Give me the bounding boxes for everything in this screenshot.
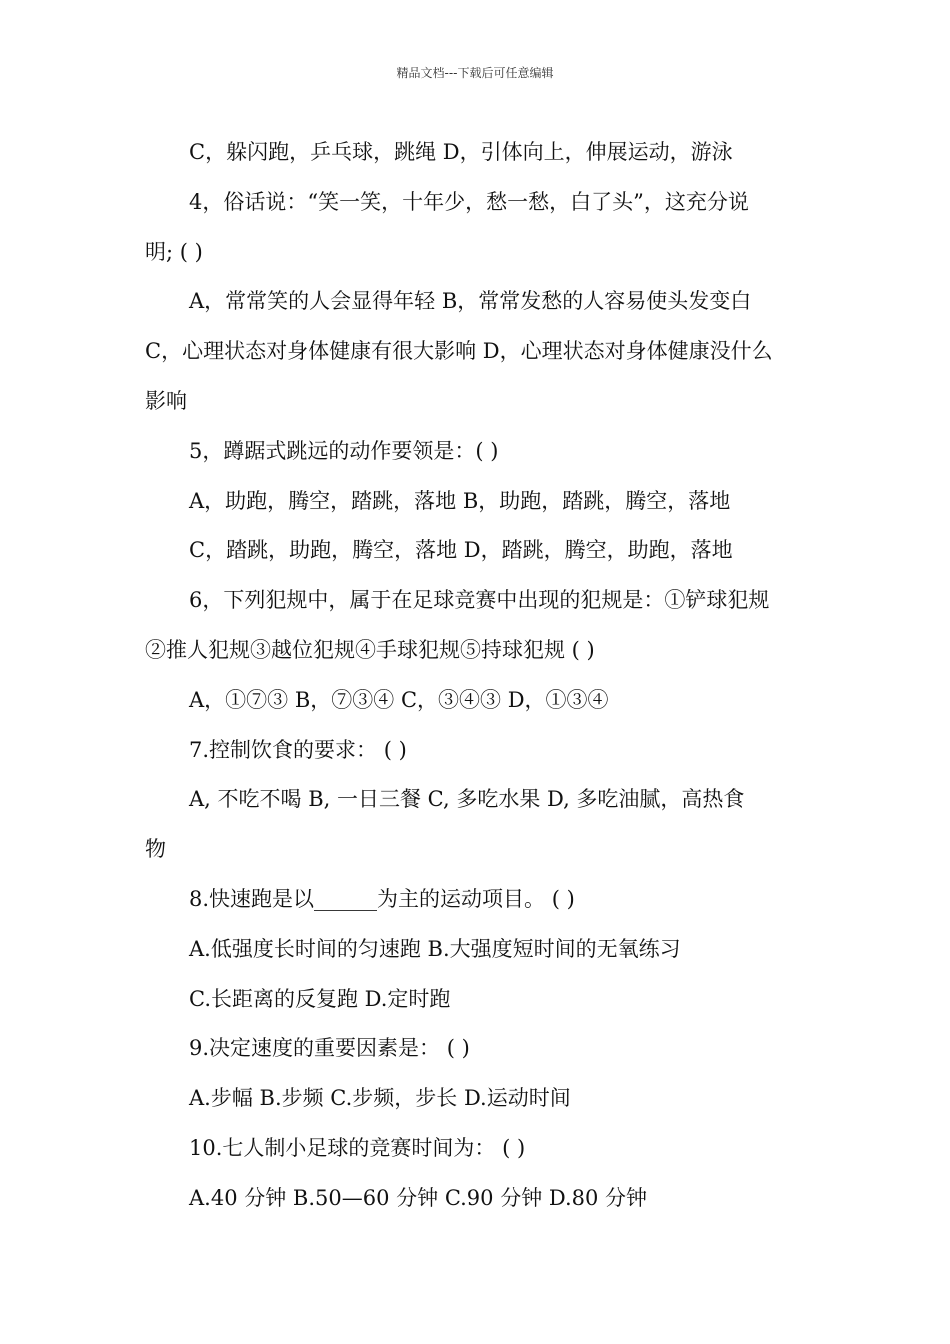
option-line: C.长距离的反复跑 D.定时跑 [189,986,451,1011]
option-continuation: 物 [145,837,166,862]
option-line: A，①⑦③ B，⑦③④ C，③④③ D，①③④ [189,687,609,712]
option-line: C，心理状态对身体健康有很大影响 D，心理状态对身体健康没什么 [145,339,773,364]
option-line: A.40 分钟 B.50—60 分钟 C.90 分钟 D.80 分钟 [189,1185,648,1210]
option-line: A.步幅 B.步频 C.步频，步长 D.运动时间 [189,1086,571,1111]
question-continuation: 明; ( ) [145,239,203,264]
question-line: 5，蹲踞式跳远的动作要领是：( ) [189,438,499,463]
question-continuation: ②推人犯规③越位犯规④手球犯规⑤持球犯规 ( ) [145,637,595,662]
option-line: A.低强度长时间的匀速跑 B.大强度短时间的无氧练习 [189,936,681,961]
question-line: 9.决定速度的重要因素是： ( ) [189,1036,470,1061]
option-line: A，常常笑的人会显得年轻 B，常常发愁的人容易使头发变白 [189,289,752,314]
question-line: 7.控制饮食的要求： ( ) [189,737,407,762]
question-line: 10.七人制小足球的竞赛时间为： ( ) [189,1135,526,1160]
question-line: 4，俗话说：“笑一笑，十年少，愁一愁，白了头”，这充分说 [189,189,749,214]
document-body [145,128,815,1224]
option-line: C，躲闪跑，乒乓球，跳绳 D，引体向上，伸展运动，游泳 [189,140,733,164]
option-line: A, 不吃不喝 B, 一日三餐 C, 多吃水果 D, 多吃油腻，高热食 [189,787,745,812]
question-line: 6，下列犯规中，属于在足球竞赛中出现的犯规是：①铲球犯规 [189,588,770,613]
page-header: 精品文档---下载后可任意编辑 [396,66,554,80]
option-continuation: 影响 [145,388,187,413]
option-line: A，助跑，腾空，踏跳，落地 B，助跑，踏跳，腾空，落地 [189,488,731,513]
question-line: 8.快速跑是以______为主的运动项目。 ( ) [189,886,575,911]
option-line: C，踏跳，助跑，腾空，落地 D，踏跳，腾空，助跑，落地 [189,538,733,563]
